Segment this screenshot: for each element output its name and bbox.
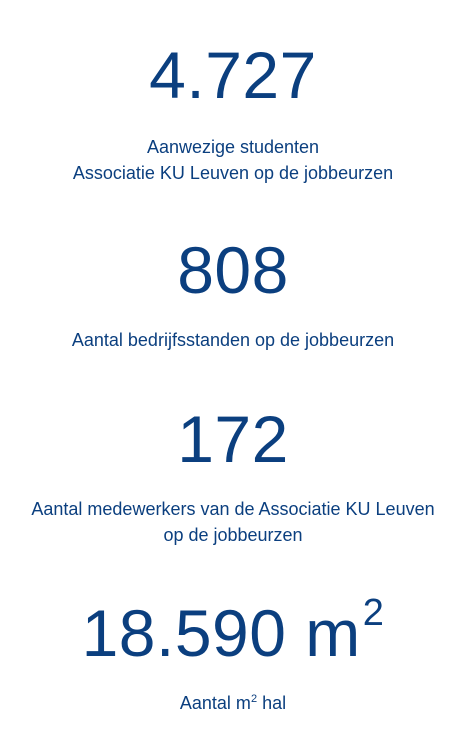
stat-number-value: 18.590 m xyxy=(81,596,361,670)
caption-line: Associatie KU Leuven op de jobbeurzen xyxy=(72,163,394,183)
stat-hall-area xyxy=(0,592,466,719)
caption-prefix: Aantal m xyxy=(179,693,251,713)
stat-number: 808 xyxy=(177,233,289,307)
stat-number: 4.727 xyxy=(149,38,317,112)
stat-caption xyxy=(0,327,466,353)
stat-caption xyxy=(0,690,466,719)
caption-line: op de jobbeurzen xyxy=(163,525,303,545)
caption-line: Aantal bedrijfsstanden op de jobbeurzen xyxy=(71,330,395,350)
stat-company-stands xyxy=(0,233,466,353)
caption-line: Aantal medewerkers van de Associatie KU Leuven xyxy=(31,499,435,519)
stat-staff xyxy=(0,402,466,548)
stat-number-superscript: 2 xyxy=(362,592,385,634)
caption-line: Aanwezige studenten xyxy=(146,137,320,157)
caption-suffix: hal xyxy=(257,693,287,713)
stat-number: 172 xyxy=(177,402,289,476)
stat-caption xyxy=(0,134,466,186)
stat-number xyxy=(0,592,466,670)
stat-students xyxy=(0,38,466,186)
stat-caption xyxy=(0,496,466,548)
caption-superscript: 2 xyxy=(250,693,258,705)
